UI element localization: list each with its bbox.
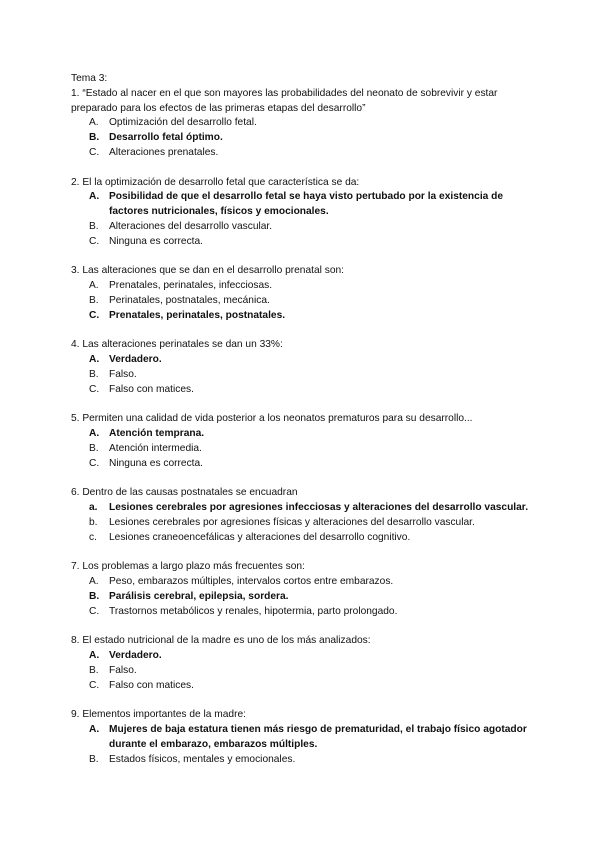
option-letter: B. — [89, 220, 99, 232]
question-3 — [71, 264, 531, 323]
option-text: Ninguna es correcta. — [109, 235, 204, 247]
option-letter: B. — [89, 294, 99, 306]
question-text: 4. Las alteraciones perinatales se dan un 33%: — [71, 339, 283, 351]
answer-options — [71, 353, 531, 397]
option-letter: C. — [89, 309, 100, 321]
option-letter: b. — [89, 516, 98, 528]
option-text: Prenatales, perinatales, postnatales. — [109, 309, 286, 321]
answer-option — [89, 753, 531, 768]
option-letter: A. — [89, 117, 99, 129]
question-text: 3. Las alteraciones que se dan en el desarrollo prenatal son: — [71, 265, 344, 277]
option-letter: a. — [89, 502, 98, 514]
answer-option — [89, 516, 531, 531]
option-letter: C. — [89, 457, 100, 469]
option-text: Posibilidad de que el desarrollo fetal se haya visto pertubado por la existencia de factores nutricionales, físicos y emocionales. — [109, 191, 504, 218]
answer-option — [89, 442, 531, 457]
answer-option — [89, 235, 531, 250]
answer-option — [89, 368, 531, 383]
answer-option — [89, 664, 531, 679]
option-text: Falso. — [109, 368, 137, 380]
option-letter: A. — [89, 724, 100, 736]
option-text: Desarrollo fetal óptimo. — [109, 132, 223, 144]
option-text: Lesiones craneoencefálicas y alteraciones del desarrollo cognitivo. — [109, 531, 411, 543]
correct-answer-option — [89, 590, 531, 605]
option-text: Trastornos metabólicos y renales, hipotermia, parto prolongado. — [109, 605, 398, 617]
option-text: Alteraciones prenatales. — [109, 146, 219, 158]
question-9 — [71, 708, 531, 767]
option-letter: C. — [89, 146, 100, 158]
correct-answer-option — [89, 427, 531, 442]
answer-option — [89, 531, 531, 546]
option-text: Falso. — [109, 664, 137, 676]
answer-option — [89, 383, 531, 398]
option-text: Lesiones cerebrales por agresiones infecciosas y alteraciones del desarrollo vascular. — [109, 502, 529, 514]
option-letter: A. — [89, 280, 99, 292]
option-text: Falso con matices. — [109, 383, 194, 395]
option-text: Verdadero. — [109, 354, 162, 366]
question-1 — [71, 87, 531, 161]
answer-option — [89, 116, 531, 131]
answer-options — [71, 190, 531, 249]
correct-answer-option — [89, 501, 531, 516]
answer-option — [89, 679, 531, 694]
option-text: Atención temprana. — [109, 428, 205, 440]
question-8 — [71, 634, 531, 693]
question-text: 9. Elementos importantes de la madre: — [71, 709, 246, 721]
answer-options — [71, 427, 531, 471]
answer-options — [71, 116, 531, 160]
correct-answer-option — [89, 190, 531, 220]
option-letter: A. — [89, 576, 99, 588]
answer-options — [71, 501, 531, 545]
option-letter: B. — [89, 590, 100, 602]
answer-options — [71, 575, 531, 619]
option-text: Verdadero. — [109, 650, 162, 662]
correct-answer-option — [89, 649, 531, 664]
option-letter: A. — [89, 650, 100, 662]
option-text: Ninguna es correcta. — [109, 457, 204, 469]
question-text: 8. El estado nutricional de la madre es uno de los más analizados: — [71, 635, 371, 647]
question-text: 7. Los problemas a largo plazo más frecuentes son: — [71, 561, 305, 573]
option-letter: B. — [89, 442, 99, 454]
answer-option — [89, 220, 531, 235]
document-page — [71, 72, 531, 782]
question-text: 2. El la optimización de desarrollo fetal que característica se da: — [71, 176, 360, 188]
answer-options — [71, 279, 531, 323]
document-title: Tema 3: — [71, 73, 108, 84]
option-letter: B. — [89, 664, 99, 676]
option-text: Estados físicos, mentales y emocionales. — [109, 753, 296, 765]
answer-option — [89, 146, 531, 161]
question-text: 1. “Estado al nacer en el que son mayores las probabilidades del neonato de sobrevivir y estar preparado para los efectos de las primeras etapas del desarrollo” — [71, 87, 498, 114]
question-text: 6. Dentro de las causas postnatales se encuadran — [71, 487, 298, 499]
option-text: Falso con matices. — [109, 679, 194, 691]
answer-options — [71, 649, 531, 693]
option-text: Atención intermedia. — [109, 442, 202, 454]
option-text: Alteraciones del desarrollo vascular. — [109, 220, 273, 232]
question-5 — [71, 412, 531, 471]
answer-option — [89, 457, 531, 472]
option-letter: C. — [89, 605, 100, 617]
question-list — [71, 87, 531, 768]
option-letter: C. — [89, 235, 100, 247]
option-text: Prenatales, perinatales, infecciosas. — [109, 280, 273, 292]
option-text: Optimización del desarrollo fetal. — [109, 117, 257, 129]
option-letter: C. — [89, 383, 100, 395]
correct-answer-option — [89, 353, 531, 368]
option-letter: A. — [89, 428, 100, 440]
option-text: Perinatales, postnatales, mecánica. — [109, 294, 270, 306]
option-text: Mujeres de baja estatura tienen más riesgo de prematuridad, el trabajo físico agotador durante el embarazo, embarazos múltiples. — [109, 724, 527, 750]
option-letter: B. — [89, 132, 100, 144]
option-letter: A. — [89, 191, 100, 203]
option-text: Peso, embarazos múltiples, intervalos cortos entre embarazos. — [109, 576, 394, 588]
correct-answer-option — [89, 131, 531, 146]
answer-option — [89, 294, 531, 309]
option-letter: A. — [89, 354, 100, 366]
answer-options — [71, 723, 531, 767]
option-text: Parálisis cerebral, epilepsia, sordera. — [109, 590, 289, 602]
question-6 — [71, 486, 531, 545]
answer-option — [89, 575, 531, 590]
question-text: 5. Permiten una calidad de vida posterior a los neonatos prematuros para su desarrollo... — [71, 413, 473, 425]
option-text: Lesiones cerebrales por agresiones físicas y alteraciones del desarrollo vascular. — [109, 516, 475, 528]
correct-answer-option — [89, 309, 531, 324]
option-letter: B. — [89, 753, 99, 765]
question-7 — [71, 560, 531, 619]
question-4 — [71, 338, 531, 397]
option-letter: B. — [89, 368, 99, 380]
correct-answer-option — [89, 723, 531, 753]
question-2 — [71, 176, 531, 250]
answer-option — [89, 279, 531, 294]
answer-option — [89, 605, 531, 620]
option-letter: C. — [89, 679, 100, 691]
option-letter: c. — [89, 531, 97, 543]
